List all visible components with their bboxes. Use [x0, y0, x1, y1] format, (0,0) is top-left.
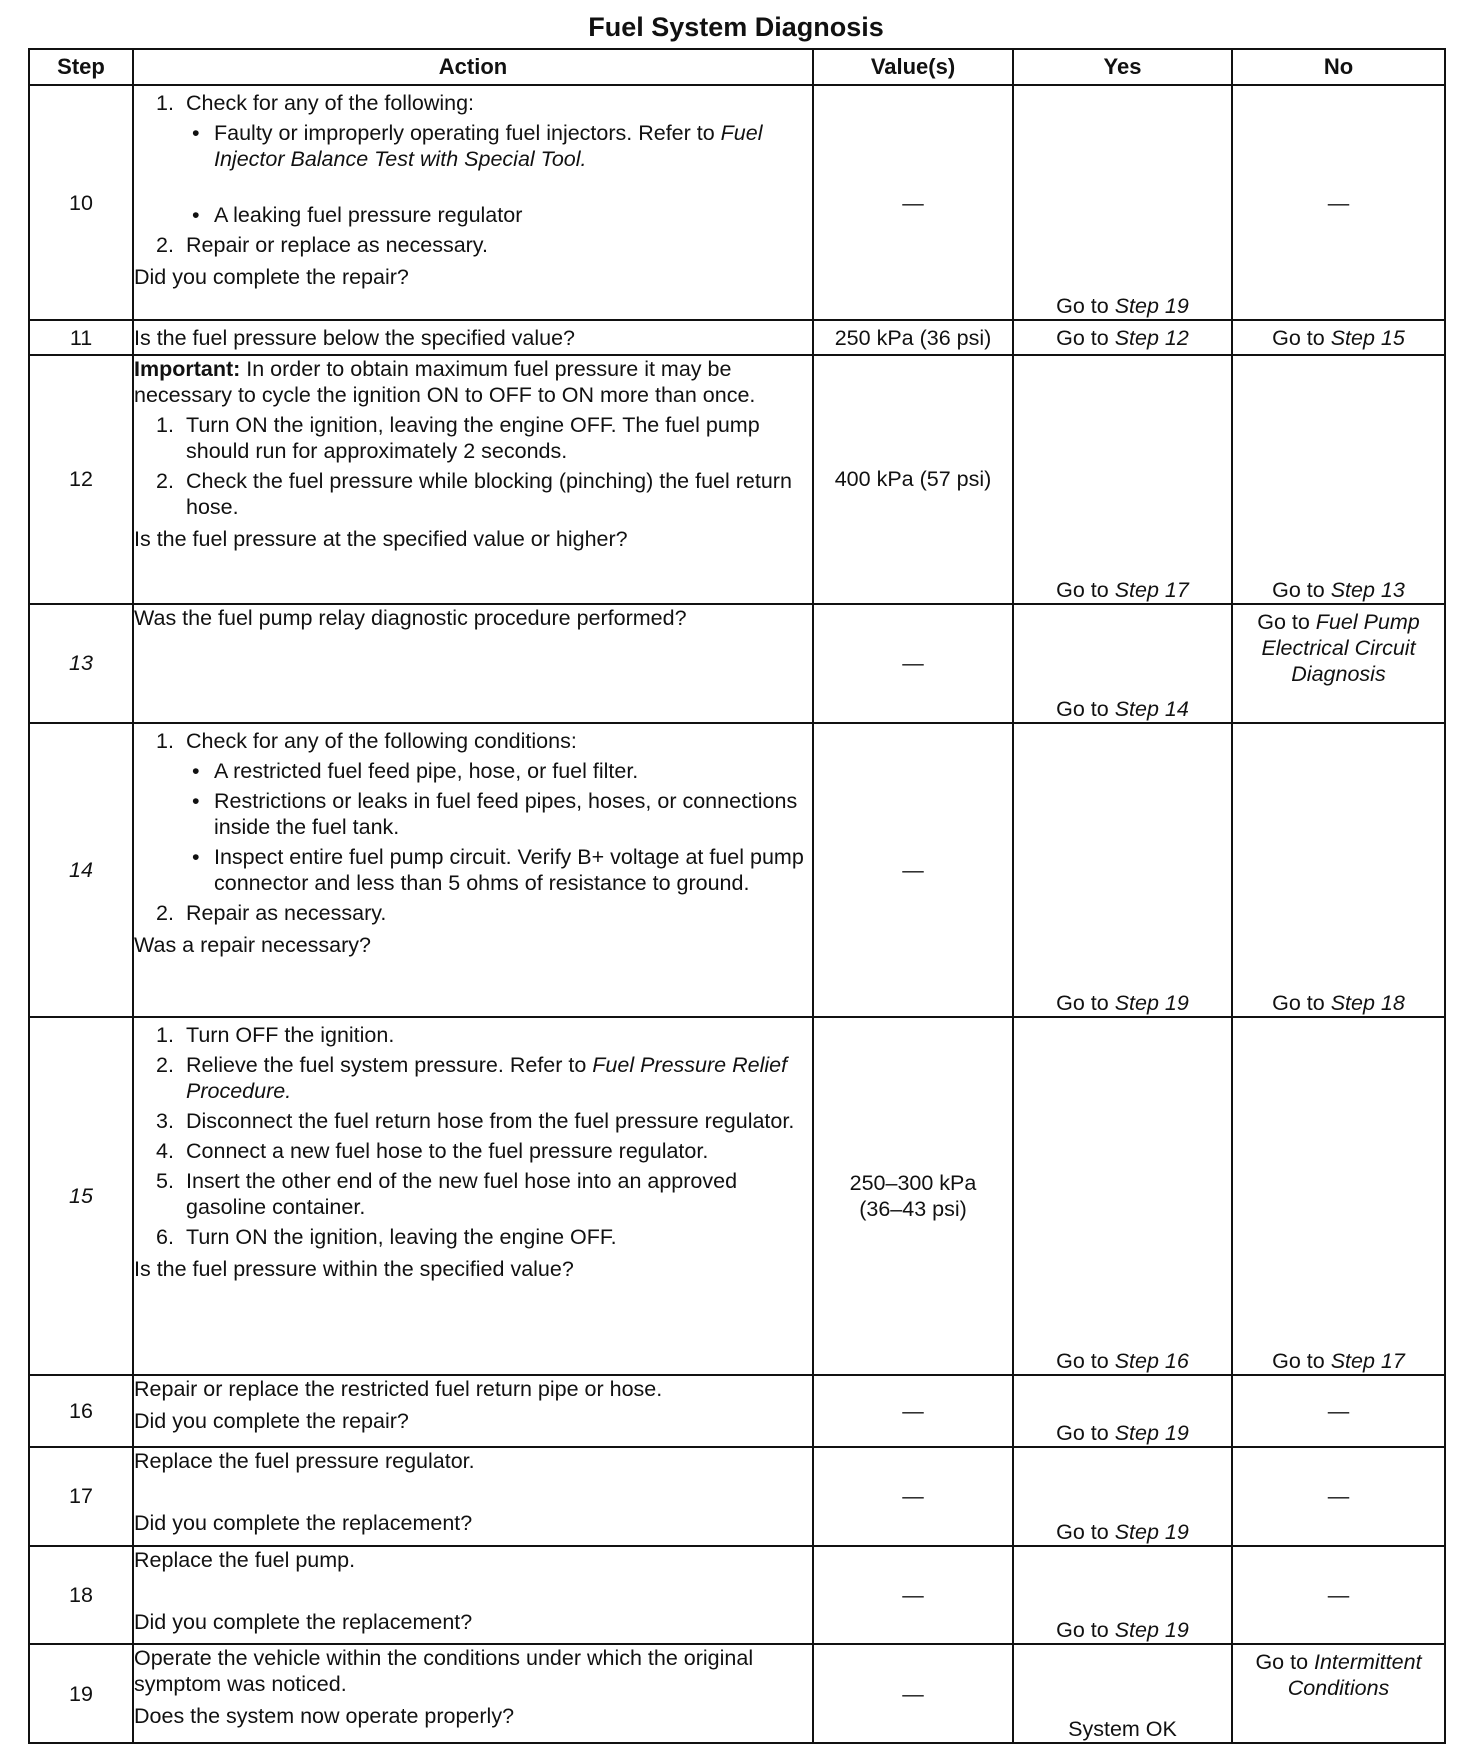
- list-number: 6.: [156, 1224, 174, 1249]
- list-item: Restrictions or leaks in fuel feed pipes, hoses, or connections inside the fuel tank.: [214, 788, 798, 839]
- action-cell: [133, 1447, 813, 1546]
- step-link[interactable]: Step 12: [1114, 325, 1189, 350]
- table-header-row: [29, 49, 1445, 85]
- bullet-icon: •: [192, 203, 200, 227]
- yes-cell: System OK: [1013, 1644, 1232, 1743]
- step-number: 11: [29, 320, 133, 354]
- list-number: 2.: [156, 900, 174, 925]
- value-cell: —: [813, 1644, 1013, 1743]
- diagnosis-table: [28, 48, 1446, 1744]
- bullet-icon: •: [192, 758, 200, 783]
- no-cell: Go to Step 17: [1232, 1017, 1445, 1375]
- list-number: 2.: [156, 233, 174, 257]
- step-number: 15: [29, 1017, 133, 1375]
- table-row-step-10: [29, 85, 1445, 320]
- step-link[interactable]: Step 17: [1330, 1348, 1405, 1373]
- step-link[interactable]: Step 15: [1330, 325, 1405, 350]
- table-row-step-16: [29, 1375, 1445, 1447]
- action-cell: [133, 1644, 813, 1743]
- reference-link[interactable]: Fuel Injector Balance Test with Special Tool.: [214, 121, 763, 171]
- step-number: 14: [29, 723, 133, 1017]
- action-cell: [133, 1546, 813, 1645]
- important-note: Important: In order to obtain maximum fuel pressure it may be necessary to cycle the ignition ON to OFF to ON more than once.: [134, 356, 756, 407]
- list-item: Repair or replace as necessary.: [186, 233, 488, 257]
- no-cell: Go to Fuel Pump Electrical Circuit Diagnosis: [1232, 604, 1445, 723]
- value-cell: —: [813, 1447, 1013, 1546]
- table-row-step-19: [29, 1644, 1445, 1743]
- table-row-step-11: [29, 320, 1445, 354]
- step-link[interactable]: Step 19: [1114, 1421, 1189, 1446]
- step-number: 17: [29, 1447, 133, 1546]
- list-item: A leaking fuel pressure regulator: [214, 203, 523, 227]
- yes-cell: Go to Step 14: [1013, 604, 1232, 723]
- list-item: A restricted fuel feed pipe, hose, or fuel filter.: [214, 758, 639, 783]
- list-item: Repair as necessary.: [186, 900, 387, 925]
- no-cell: Go to Intermittent Conditions: [1232, 1644, 1445, 1743]
- yes-cell: Go to Step 19: [1013, 1375, 1232, 1447]
- bullet-icon: •: [192, 121, 200, 145]
- step-link[interactable]: Step 18: [1330, 990, 1405, 1015]
- list-item: Check the fuel pressure while blocking (pinching) the fuel return hose.: [186, 468, 792, 519]
- question-text: Did you complete the replacement?: [134, 1511, 473, 1536]
- yes-cell: Go to Step 12: [1013, 320, 1232, 354]
- step-number: 19: [29, 1644, 133, 1743]
- list-number: 2.: [156, 1052, 174, 1077]
- header-action: Action: [133, 49, 813, 85]
- value-cell: —: [813, 723, 1013, 1017]
- list-item: Turn OFF the ignition.: [186, 1022, 395, 1047]
- list-item: Inspect entire fuel pump circuit. Verify B+ voltage at fuel pump connector and less than 5 ohms of resistance to ground.: [214, 844, 804, 895]
- value-cell: —: [813, 1375, 1013, 1447]
- reference-link[interactable]: Fuel Pump Electrical Circuit Diagnosis: [1261, 610, 1420, 687]
- no-cell: —: [1232, 85, 1445, 320]
- question-text: Is the fuel pressure below the specified value?: [134, 325, 576, 350]
- action-cell: [133, 85, 813, 320]
- list-number: 3.: [156, 1108, 174, 1133]
- table-row-step-12: [29, 355, 1445, 605]
- step-link[interactable]: Step 19: [1114, 294, 1189, 319]
- page-title: Fuel System Diagnosis: [588, 12, 884, 42]
- table-row-step-17: [29, 1447, 1445, 1546]
- step-link[interactable]: Step 16: [1114, 1348, 1189, 1373]
- list-number: 1.: [156, 412, 174, 437]
- step-link[interactable]: Step 13: [1330, 578, 1405, 603]
- header-yes: Yes: [1013, 49, 1232, 85]
- yes-cell: Go to Step 16: [1013, 1017, 1232, 1375]
- list-item: Check for any of the following conditions:: [186, 728, 577, 753]
- step-number: 16: [29, 1375, 133, 1447]
- value-cell: —: [813, 85, 1013, 320]
- list-number: 1.: [156, 728, 174, 753]
- yes-cell: Go to Step 19: [1013, 723, 1232, 1017]
- step-number: 13: [29, 604, 133, 723]
- header-no: No: [1232, 49, 1445, 85]
- bullet-icon: •: [192, 844, 200, 869]
- no-cell: —: [1232, 1447, 1445, 1546]
- value-cell: —: [813, 604, 1013, 723]
- no-cell: Go to Step 15: [1232, 320, 1445, 354]
- action-cell: [133, 1375, 813, 1447]
- table-row-step-15: [29, 1017, 1445, 1375]
- list-number: 5.: [156, 1168, 174, 1193]
- question-text: Did you complete the repair?: [134, 1408, 409, 1433]
- step-link[interactable]: Step 19: [1114, 1519, 1189, 1544]
- no-cell: Go to Step 13: [1232, 355, 1445, 605]
- value-cell: 250–300 kPa (36–43 psi): [813, 1017, 1013, 1375]
- yes-cell: Go to Step 19: [1013, 1546, 1232, 1645]
- header-step: Step: [29, 49, 133, 85]
- step-link[interactable]: Step 14: [1114, 696, 1189, 721]
- step-number: 10: [29, 85, 133, 320]
- action-cell: [133, 723, 813, 1017]
- list-item: Relieve the fuel system pressure. Refer to Fuel Pressure Relief Procedure.: [186, 1052, 788, 1103]
- list-number: 1.: [156, 1022, 174, 1047]
- value-cell: 250 kPa (36 psi): [813, 320, 1013, 354]
- list-item: Turn ON the ignition, leaving the engine OFF. The fuel pump should run for approximately 2 seconds.: [186, 412, 760, 463]
- bullet-icon: •: [192, 788, 200, 813]
- list-number: 2.: [156, 468, 174, 493]
- list-item: Disconnect the fuel return hose from the fuel pressure regulator.: [186, 1108, 795, 1133]
- value-cell: —: [813, 1546, 1013, 1645]
- action-cell: [133, 320, 813, 354]
- no-cell: Go to Step 18: [1232, 723, 1445, 1017]
- yes-cell: Go to Step 17: [1013, 355, 1232, 605]
- question-text: Does the system now operate properly?: [134, 1704, 515, 1729]
- list-item: Insert the other end of the new fuel hose into an approved gasoline container.: [186, 1168, 738, 1219]
- yes-cell: Go to Step 19: [1013, 1447, 1232, 1546]
- no-cell: —: [1232, 1546, 1445, 1645]
- action-cell: [133, 604, 813, 723]
- reference-link[interactable]: Intermittent Conditions: [1287, 1650, 1422, 1701]
- yes-cell: Go to Step 19: [1013, 85, 1232, 320]
- step-link[interactable]: Step 19: [1114, 990, 1189, 1015]
- list-item: Check for any of the following:: [186, 91, 475, 115]
- list-number: 1.: [156, 91, 174, 115]
- reference-link[interactable]: Fuel Pressure Relief Procedure.: [186, 1052, 788, 1103]
- step-link[interactable]: Step 17: [1114, 578, 1189, 603]
- action-text: Replace the fuel pump.: [134, 1547, 356, 1572]
- list-item: Connect a new fuel hose to the fuel pressure regulator.: [186, 1138, 709, 1163]
- list-number: 4.: [156, 1138, 174, 1163]
- header-values: Value(s): [813, 49, 1013, 85]
- question-text: Did you complete the replacement?: [134, 1609, 473, 1634]
- action-text: Replace the fuel pressure regulator.: [134, 1449, 475, 1474]
- value-cell: 400 kPa (57 psi): [813, 355, 1013, 605]
- question-text: Was the fuel pump relay diagnostic procedure performed?: [134, 606, 687, 631]
- table-row-step-14: [29, 723, 1445, 1017]
- question-text: Is the fuel pressure at the specified value or higher?: [134, 526, 628, 551]
- table-row-step-18: [29, 1546, 1445, 1645]
- action-cell: [133, 1017, 813, 1375]
- question-text: Was a repair necessary?: [134, 932, 371, 957]
- no-cell: —: [1232, 1375, 1445, 1447]
- action-text: Repair or replace the restricted fuel return pipe or hose.: [134, 1376, 663, 1401]
- action-text: Operate the vehicle within the conditions under which the original symptom was noticed.: [134, 1646, 754, 1697]
- step-number: 18: [29, 1546, 133, 1645]
- action-cell: [133, 355, 813, 605]
- question-text: Did you complete the repair?: [134, 265, 409, 289]
- step-link[interactable]: Step 19: [1114, 1618, 1189, 1643]
- list-item: Faulty or improperly operating fuel injectors. Refer to Fuel Injector Balance Test with Special Tool.: [214, 121, 763, 171]
- question-text: Is the fuel pressure within the specified value?: [134, 1256, 574, 1281]
- step-number: 12: [29, 355, 133, 605]
- list-item: Turn ON the ignition, leaving the engine OFF.: [186, 1224, 617, 1249]
- table-row-step-13: [29, 604, 1445, 723]
